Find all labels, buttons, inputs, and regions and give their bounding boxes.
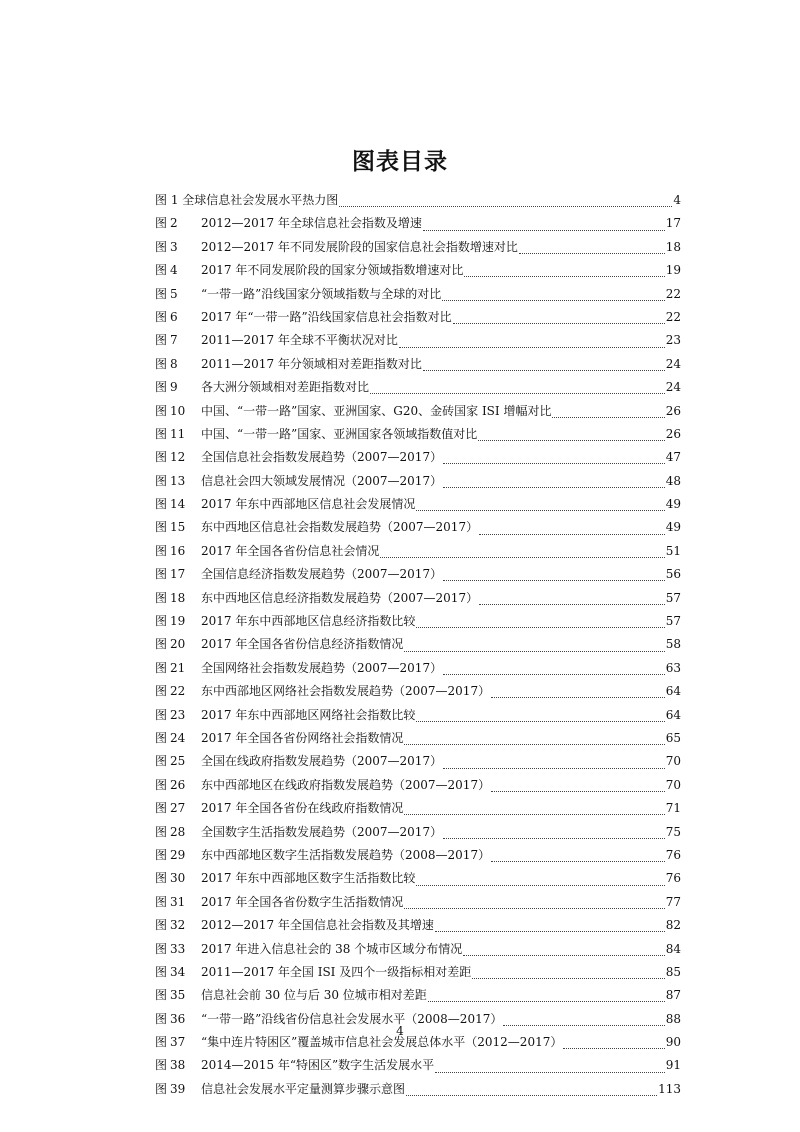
toc-entry-title: “一带一路”沿线国家分领域指数与全球的对比 (201, 286, 442, 301)
toc-leader-dots (443, 463, 665, 464)
toc-entry[interactable] (155, 752, 681, 775)
toc-leader-dots (423, 230, 665, 231)
toc-entry[interactable] (155, 1080, 681, 1103)
toc-leader-dots (443, 768, 665, 769)
toc-entry-label: 图 (155, 520, 168, 535)
toc-leader-dots (519, 253, 665, 254)
figure-toc (155, 191, 681, 1103)
toc-leader-dots (423, 370, 665, 371)
toc-entry-page: 24 (665, 356, 681, 371)
toc-entry-label: 图 (155, 707, 168, 722)
toc-entry-number: 27 (170, 801, 186, 816)
toc-entry-title: 东中西地区信息经济指数发展趋势（2007—2017） (201, 590, 479, 605)
toc-entry-label: 图 (155, 730, 168, 745)
toc-entry-number: 33 (170, 941, 186, 956)
toc-leader-dots (443, 674, 665, 675)
toc-leader-dots (491, 861, 665, 862)
toc-entry-page: 24 (665, 380, 681, 395)
toc-entry[interactable] (155, 659, 681, 682)
toc-leader-dots (443, 838, 665, 839)
toc-entry-title: 中国、“一带一路”国家、亚洲国家、G20、金砖国家 ISI 增幅对比 (201, 403, 552, 418)
toc-leader-dots (563, 1048, 664, 1049)
toc-entry-page: 75 (665, 824, 681, 839)
toc-entry-number: 3 (170, 239, 178, 254)
toc-leader-dots (443, 580, 665, 581)
toc-entry-page: 71 (665, 801, 681, 816)
toc-entry-number: 30 (170, 871, 186, 886)
toc-entry-number: 21 (170, 660, 186, 675)
toc-entry-page: 22 (665, 309, 681, 324)
toc-entry-label: 图 (155, 567, 168, 582)
page-number: 4 (396, 1024, 404, 1038)
toc-entry-title: 图 1 全球信息社会发展水平热力图 (155, 193, 339, 207)
toc-entry-number: 14 (170, 497, 186, 512)
toc-entry-page: 90 (665, 1035, 681, 1050)
toc-entry-number: 32 (170, 918, 186, 933)
toc-entry-number: 5 (170, 286, 178, 301)
toc-entry-label: 图 (155, 871, 168, 886)
toc-entry-number: 31 (170, 894, 186, 909)
toc-entry[interactable] (155, 472, 681, 495)
toc-leader-dots (472, 978, 664, 979)
toc-leader-dots (442, 300, 664, 301)
toc-entry-label: 图 (155, 777, 168, 792)
toc-entry-page: 113 (658, 1081, 681, 1096)
toc-entry-title: 东中西部地区在线政府指数发展趋势（2007—2017） (201, 777, 491, 792)
toc-entry[interactable] (155, 612, 681, 635)
toc-entry[interactable] (155, 846, 681, 869)
toc-entry-title: 2017 年不同发展阶段的国家分领域指数增速对比 (201, 263, 464, 278)
toc-entry-title: 各大洲分领域相对差距指数对比 (201, 380, 370, 395)
toc-leader-dots (416, 627, 664, 628)
toc-entry-number: 11 (170, 426, 186, 441)
toc-entry-number: 12 (170, 450, 186, 465)
toc-entry-number: 23 (170, 707, 186, 722)
toc-leader-dots (464, 276, 664, 277)
toc-entry-number: 24 (170, 730, 186, 745)
toc-entry-number: 18 (170, 590, 186, 605)
toc-entry[interactable] (155, 495, 681, 518)
toc-entry-page: 70 (665, 754, 681, 769)
toc-entry-number: 7 (170, 333, 178, 348)
toc-entry-title: 2017 年全国各省份数字生活指数情况 (201, 894, 404, 909)
toc-entry[interactable] (155, 238, 681, 261)
toc-entry-page: 22 (665, 286, 681, 301)
toc-entry-title: 2017 年东中西部地区信息经济指数比较 (201, 614, 416, 629)
toc-entry-page: 70 (665, 777, 681, 792)
toc-entry-title: 2017 年全国各省份网络社会指数情况 (201, 730, 404, 745)
toc-entry[interactable] (155, 706, 681, 729)
toc-entry-label: 图 (155, 380, 168, 395)
toc-entry-title: 全国在线政府指数发展趋势（2007—2017） (201, 754, 443, 769)
toc-entry-page: 85 (665, 964, 681, 979)
toc-entry-page: 91 (665, 1058, 681, 1073)
toc-entry-number: 4 (170, 263, 178, 278)
toc-entry-page: 84 (665, 941, 681, 956)
toc-entry-label: 图 (155, 1035, 168, 1050)
toc-entry-number: 34 (170, 964, 186, 979)
toc-entry-number: 19 (170, 614, 186, 629)
toc-entry-page: 76 (665, 871, 681, 886)
toc-entry-label: 图 (155, 263, 168, 278)
toc-entry-number: 25 (170, 754, 186, 769)
toc-entry-page: 48 (665, 473, 681, 488)
toc-entry-page: 88 (665, 1011, 681, 1026)
toc-leader-dots (443, 487, 665, 488)
toc-entry-page: 77 (665, 894, 681, 909)
toc-entry-page: 82 (665, 918, 681, 933)
toc-entry-label: 图 (155, 1011, 168, 1026)
toc-entry[interactable] (155, 589, 681, 612)
toc-entry[interactable] (155, 331, 681, 354)
toc-entry-title: “集中连片特困区”覆盖城市信息社会发展总体水平（2012—2017） (201, 1035, 563, 1050)
toc-leader-dots (435, 931, 665, 932)
toc-entry-title: 全国信息经济指数发展趋势（2007—2017） (201, 567, 443, 582)
toc-entry-page: 64 (665, 707, 681, 722)
toc-entry-page: 57 (665, 614, 681, 629)
toc-entry-label: 图 (155, 684, 168, 699)
toc-entry-title: 2012—2017 年全国信息社会指数及其增速 (201, 918, 434, 933)
toc-entry-page: 26 (665, 426, 681, 441)
toc-entry[interactable] (155, 448, 681, 471)
toc-entry-label: 图 (155, 333, 168, 348)
toc-entry-number: 13 (170, 473, 186, 488)
toc-entry-title: “一带一路”沿线省份信息社会发展水平（2008—2017） (201, 1011, 503, 1026)
toc-entry[interactable] (155, 425, 681, 448)
toc-entry-number: 8 (170, 356, 178, 371)
toc-entry-label: 图 (155, 1081, 168, 1096)
toc-entry-title: 2012—2017 年不同发展阶段的国家信息社会指数增速对比 (201, 239, 518, 254)
toc-entry-title: 全国网络社会指数发展趋势（2007—2017） (201, 660, 443, 675)
toc-leader-dots (416, 885, 664, 886)
toc-entry-title: 2017 年东中西部地区信息社会发展情况 (201, 497, 416, 512)
toc-entry-label: 图 (155, 473, 168, 488)
toc-entry-number: 20 (170, 637, 186, 652)
toc-entry-label: 图 (155, 403, 168, 418)
toc-leader-dots (339, 206, 672, 207)
toc-entry-label: 图 (155, 216, 168, 231)
toc-entry[interactable] (155, 940, 681, 963)
toc-entry-label: 图 (155, 847, 168, 862)
toc-entry-page: 49 (665, 497, 681, 512)
toc-entry[interactable] (155, 285, 681, 308)
toc-entry-title: 信息社会四大领域发展情况（2007—2017） (201, 473, 443, 488)
page-title: 图表目录 (352, 149, 448, 175)
toc-entry-title: 2017 年“一带一路”沿线国家信息社会指数对比 (201, 309, 452, 324)
toc-entry-number: 39 (170, 1081, 186, 1096)
toc-entry-page: 51 (665, 543, 681, 558)
toc-entry-number: 16 (170, 543, 186, 558)
toc-entry-label: 图 (155, 590, 168, 605)
toc-entry[interactable] (155, 191, 681, 214)
toc-entry-title: 全国数字生活指数发展趋势（2007—2017） (201, 824, 443, 839)
toc-entry-number: 22 (170, 684, 186, 699)
toc-entry-page: 49 (665, 520, 681, 535)
toc-entry[interactable] (155, 635, 681, 658)
toc-leader-dots (416, 510, 664, 511)
toc-leader-dots (370, 393, 665, 394)
toc-leader-dots (479, 534, 665, 535)
toc-entry-title: 信息社会发展水平定量测算步骤示意图 (201, 1081, 406, 1096)
toc-entry[interactable] (155, 776, 681, 799)
toc-entry-label: 图 (155, 754, 168, 769)
toc-entry[interactable] (155, 963, 681, 986)
toc-entry-label: 图 (155, 660, 168, 675)
toc-entry[interactable] (155, 378, 681, 401)
toc-entry-page: 57 (665, 590, 681, 605)
toc-entry-page: 23 (665, 333, 681, 348)
toc-entry-page: 76 (665, 847, 681, 862)
toc-entry[interactable] (155, 682, 681, 705)
toc-entry-label: 图 (155, 1058, 168, 1073)
toc-entry[interactable] (155, 402, 681, 425)
toc-leader-dots (552, 417, 664, 418)
toc-leader-dots (380, 557, 664, 558)
toc-entry-label: 图 (155, 497, 168, 512)
toc-entry-title: 信息社会前 30 位与后 30 位城市相对差距 (201, 988, 427, 1003)
toc-entry[interactable] (155, 1056, 681, 1079)
toc-entry-number: 35 (170, 988, 186, 1003)
toc-entry-page: 26 (665, 403, 681, 418)
toc-entry-label: 图 (155, 286, 168, 301)
toc-entry-page: 4 (673, 193, 681, 207)
toc-entry-label: 图 (155, 988, 168, 1003)
toc-entry[interactable] (155, 823, 681, 846)
toc-entry-title: 东中西部地区数字生活指数发展趋势（2008—2017） (201, 847, 491, 862)
toc-entry[interactable] (155, 893, 681, 916)
toc-entry-label: 图 (155, 614, 168, 629)
toc-entry-number: 29 (170, 847, 186, 862)
toc-entry-page: 58 (665, 637, 681, 652)
toc-entry-title: 东中西部地区网络社会指数发展趋势（2007—2017） (201, 684, 491, 699)
toc-entry-title: 2017 年全国各省份信息社会情况 (201, 543, 380, 558)
toc-entry-label: 图 (155, 309, 168, 324)
toc-entry-title: 2017 年东中西部地区网络社会指数比较 (201, 707, 416, 722)
toc-entry-label: 图 (155, 918, 168, 933)
toc-entry-label: 图 (155, 239, 168, 254)
toc-leader-dots (399, 347, 665, 348)
toc-entry-number: 26 (170, 777, 186, 792)
toc-entry-title: 中国、“一带一路”国家、亚洲国家各领域指数值对比 (201, 426, 478, 441)
toc-entry-number: 28 (170, 824, 186, 839)
toc-entry-title: 2017 年全国各省份信息经济指数情况 (201, 637, 404, 652)
toc-entry-label: 图 (155, 824, 168, 839)
toc-entry-title: 2014—2015 年“特困区”数字生活发展水平 (201, 1058, 435, 1073)
toc-entry[interactable] (155, 986, 681, 1009)
toc-entry-page: 17 (665, 216, 681, 231)
toc-entry-label: 图 (155, 964, 168, 979)
toc-entry[interactable] (155, 869, 681, 892)
toc-entry-label: 图 (155, 894, 168, 909)
toc-entry-title: 2017 年东中西部地区数字生活指数比较 (201, 871, 416, 886)
toc-entry[interactable] (155, 355, 681, 378)
toc-entry-page: 63 (665, 660, 681, 675)
toc-leader-dots (478, 440, 664, 441)
toc-entry-number: 17 (170, 567, 186, 582)
toc-leader-dots (404, 744, 664, 745)
toc-entry-title: 2017 年全国各省份在线政府指数情况 (201, 801, 404, 816)
toc-entry-page: 87 (665, 988, 681, 1003)
toc-entry-number: 10 (170, 403, 186, 418)
toc-entry-number: 9 (170, 380, 178, 395)
toc-leader-dots (404, 814, 664, 815)
toc-entry-label: 图 (155, 941, 168, 956)
toc-entry-page: 65 (665, 730, 681, 745)
toc-leader-dots (404, 651, 664, 652)
toc-entry[interactable] (155, 261, 681, 284)
toc-entry[interactable] (155, 916, 681, 939)
toc-entry-page: 18 (665, 239, 681, 254)
toc-entry-title: 2012—2017 年全球信息社会指数及增速 (201, 216, 422, 231)
toc-entry-title: 2011—2017 年分领域相对差距指数对比 (201, 356, 422, 371)
toc-leader-dots (416, 721, 664, 722)
toc-entry[interactable] (155, 542, 681, 565)
toc-entry-page: 56 (665, 567, 681, 582)
toc-entry-title: 2017 年进入信息社会的 38 个城市区域分布情况 (201, 941, 463, 956)
toc-leader-dots (463, 955, 664, 956)
toc-leader-dots (491, 697, 665, 698)
toc-entry[interactable] (155, 518, 681, 541)
toc-entry-page: 19 (665, 263, 681, 278)
toc-entry-number: 2 (170, 216, 178, 231)
toc-leader-dots (404, 908, 664, 909)
toc-entry-label: 图 (155, 543, 168, 558)
toc-leader-dots (479, 604, 665, 605)
toc-leader-dots (406, 1095, 657, 1096)
toc-entry-label: 图 (155, 450, 168, 465)
toc-leader-dots (435, 1072, 665, 1073)
toc-entry-label: 图 (155, 637, 168, 652)
toc-entry-title: 2011—2017 年全国 ISI 及四个一级指标相对差距 (201, 964, 472, 979)
toc-entry-label: 图 (155, 356, 168, 371)
toc-entry-title: 全国信息社会指数发展趋势（2007—2017） (201, 450, 443, 465)
toc-entry-page: 47 (665, 450, 681, 465)
toc-leader-dots (453, 323, 665, 324)
toc-entry-title: 东中西地区信息社会指数发展趋势（2007—2017） (201, 520, 479, 535)
toc-entry-label: 图 (155, 426, 168, 441)
toc-entry-number: 6 (170, 309, 178, 324)
toc-leader-dots (428, 1001, 665, 1002)
toc-entry[interactable] (155, 799, 681, 822)
toc-entry-title: 2011—2017 年全球不平衡状况对比 (201, 333, 398, 348)
toc-entry[interactable] (155, 214, 681, 237)
toc-entry[interactable] (155, 308, 681, 331)
toc-entry-number: 38 (170, 1058, 186, 1073)
toc-entry-number: 37 (170, 1035, 186, 1050)
toc-leader-dots (491, 791, 665, 792)
toc-entry[interactable] (155, 729, 681, 752)
toc-entry-number: 36 (170, 1011, 186, 1026)
toc-entry[interactable] (155, 565, 681, 588)
toc-entry-page: 64 (665, 684, 681, 699)
toc-entry-number: 15 (170, 520, 186, 535)
toc-entry-label: 图 (155, 801, 168, 816)
